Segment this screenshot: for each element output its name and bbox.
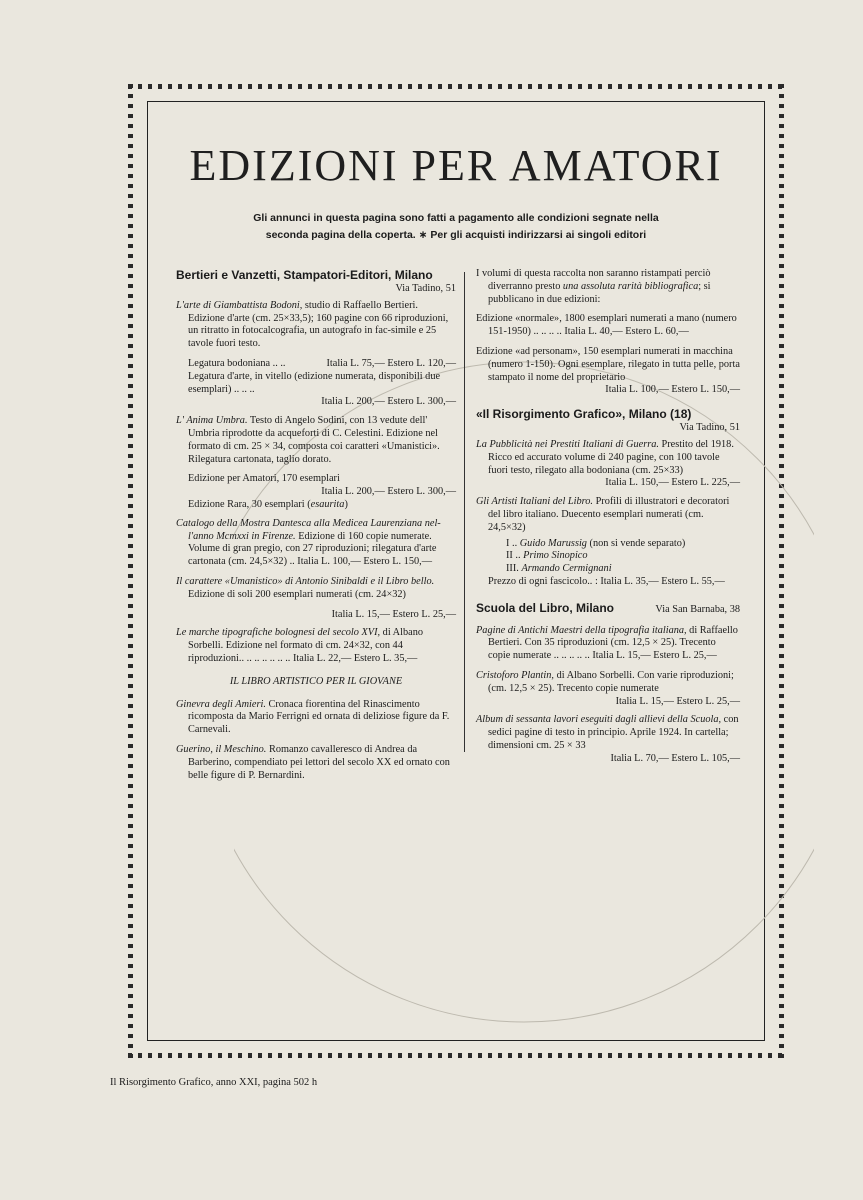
listing-entry: Catalogo della Mostra Dantesca alla Medicea Laurenziana nel-l'anno Mcmxxi in Firenze. Edizione di 160 copie numerate. Volume di gran pregio, con 27 riproduzioni; rilegatura d'arte cartonata (cm. 24,5×32) .. Italia L. 100,— Estero L. 150,— [176,517,441,568]
page-title: EDIZIONI PER AMATORI [189,141,723,190]
listing-entry: Le marche tipografiche bolognesi del secolo XVI, di Albano Sorbelli. Edizione nel formato di cm. 24×32, con 44 riproduzioni.. .. .. .. .. .. .. Italia L. 22,— Estero L. 35,— [176,627,423,664]
listing-entry: Edizione «ad personam», 150 esemplari numerati in macchina (numero 1-150). Ogni esemplare, rilegato in tutta pelle, porta stampato il nome del proprietario [476,345,740,383]
price-block: Edizione per Amatori, 170 esemplari Italia L. 200,— Estero L. 300,— Edizione Rara, 30 esemplari (esaurita) [188,473,456,510]
publisher-heading: Scuola del Libro, Milano [476,600,615,615]
listing-entry: La Pubblicità nei Prestiti Italiani di Guerra. Prestito del 1918. Ricco ed accurato volume di 240 pagine, con 100 tavole fuori testo, rilegato alla bodoniana (cm. 25×33) [476,438,734,476]
page-panel [147,101,765,1041]
price-line: Italia L. 15,— Estero L. 25,— [615,695,740,707]
price-block: Legatura bodoniana .. .. Italia L. 75,— Estero L. 120,— Legatura d'arte, in vitello (edizione numerata, disponibili due esemplari) .. .. .. Italia L. 200,— Estero L. 300,— [188,357,456,408]
listing-entry: L' Anima Umbra. Testo di Angelo Sodini, con 13 vedute dell' Umbria riprodotte da acqueforti di C. Celestini. Edizione nel formato di cm. 25 × 34, composta coi caratteri «Umanistici». Rilegatura cartonata, taglio dorato. [176,415,440,465]
listing-entry: L'arte di Giambattista Bodoni, studio di Raffaello Bertieri. Edizione d'arte (cm. 25×33,5); 160 pagine con 66 riproduzioni, un ritratto in fotocalcografia, un autografo in fac-simile e 25 tavole fuori testo. [176,299,449,350]
section-heading: IL LIBRO ARTISTICO PER IL GIOVANE [229,675,403,687]
decorative-border [128,84,784,1058]
publisher-address: Via San Barnaba, 38 [655,603,740,615]
intro-note: Gli annunci in questa pagina sono fatti a pagamento alle condizioni segnate nella seconda pagina della coperta. ∗ Per gli acquisti indirizzarsi ai singoli editori [253,212,659,241]
publisher-heading: Bertieri e Vanzetti, Stampatori-Editori, Milano [176,268,433,282]
price-line: Prezzo di ogni fascicolo.. : Italia L. 35,— Estero L. 55,— [488,575,725,587]
fascicle-list: I .. Guido Marussig (non si vende separato) II .. Primo Sinopico III. Armando Cermignani [506,537,686,575]
column-divider [464,272,465,752]
listing-entry: Il carattere «Umanistico» di Antonio Sinibaldi e il Libro bello. Edizione di soli 200 esemplari numerati (cm. 24×32) [176,575,435,600]
price-line: Italia L. 70,— Estero L. 105,— [610,752,740,764]
left-column [176,268,456,789]
right-column [476,268,740,772]
listing-entry: Ginevra degli Amieri. Cronaca fiorentina del Rinascimento ricomposta da Mario Ferrigni ed ornata di deliziose figure da F. Carnevali. [176,698,450,736]
listing-entry: Gli Artisti Italiani del Libro. Profili di illustratori e decoratori del libro italiano. Duecento esemplari numerati (cm. 24,5×32) [476,496,730,533]
publisher-address: Via Tadino, 51 [395,283,456,294]
listing-entry: Guerino, il Meschino. Romanzo cavalleresco di Andrea da Barberino, compendiato pei lettori del secolo XX ed ornato con belle figure di P. Bernardini. [176,743,450,781]
listing-entry: Album di sessanta lavori eseguiti dagli allievi della Scuola, con sedici pagine di testo in principio. Aprile 1924. In cartella; dimensioni cm. 25 × 33 [476,714,739,751]
listing-entry: I volumi di questa raccolta non saranno ristampati perciò diverranno presto una assoluta rarità bibliografica; si pubblicano in due edizioni: [476,268,711,305]
listing-entry: Edizione «normale», 1800 esemplari numerati a mano (numero 151-1950) .. .. .. .. Italia L. 40,— Estero L. 60,— [476,313,737,338]
publisher-address: Via Tadino, 51 [679,422,740,434]
price-line: Italia L. 100,— Estero L. 150,— [605,384,740,396]
publisher-heading: «Il Risorgimento Grafico», Milano (18) [476,407,692,422]
listing-entry: Pagine di Antichi Maestri della tipografia italiana, di Raffaello Bertieri. Con 35 riproduzioni (cm. 12,5 × 25). Trecento copie numerate .. .. .. .. .. Italia L. 15,— Estero L. 25,— [476,624,738,662]
page-footer: Il Risorgimento Grafico, anno XXI, pagina 502 h [110,1077,318,1088]
listing-entry: Cristoforo Plantin, di Albano Sorbelli. Con varie riproduzioni; (cm. 12,5 × 25). Trecento copie numerate [476,669,734,694]
price-line: Italia L. 150,— Estero L. 225,— [605,477,740,489]
price-line: Italia L. 15,— Estero L. 25,— [331,608,456,620]
